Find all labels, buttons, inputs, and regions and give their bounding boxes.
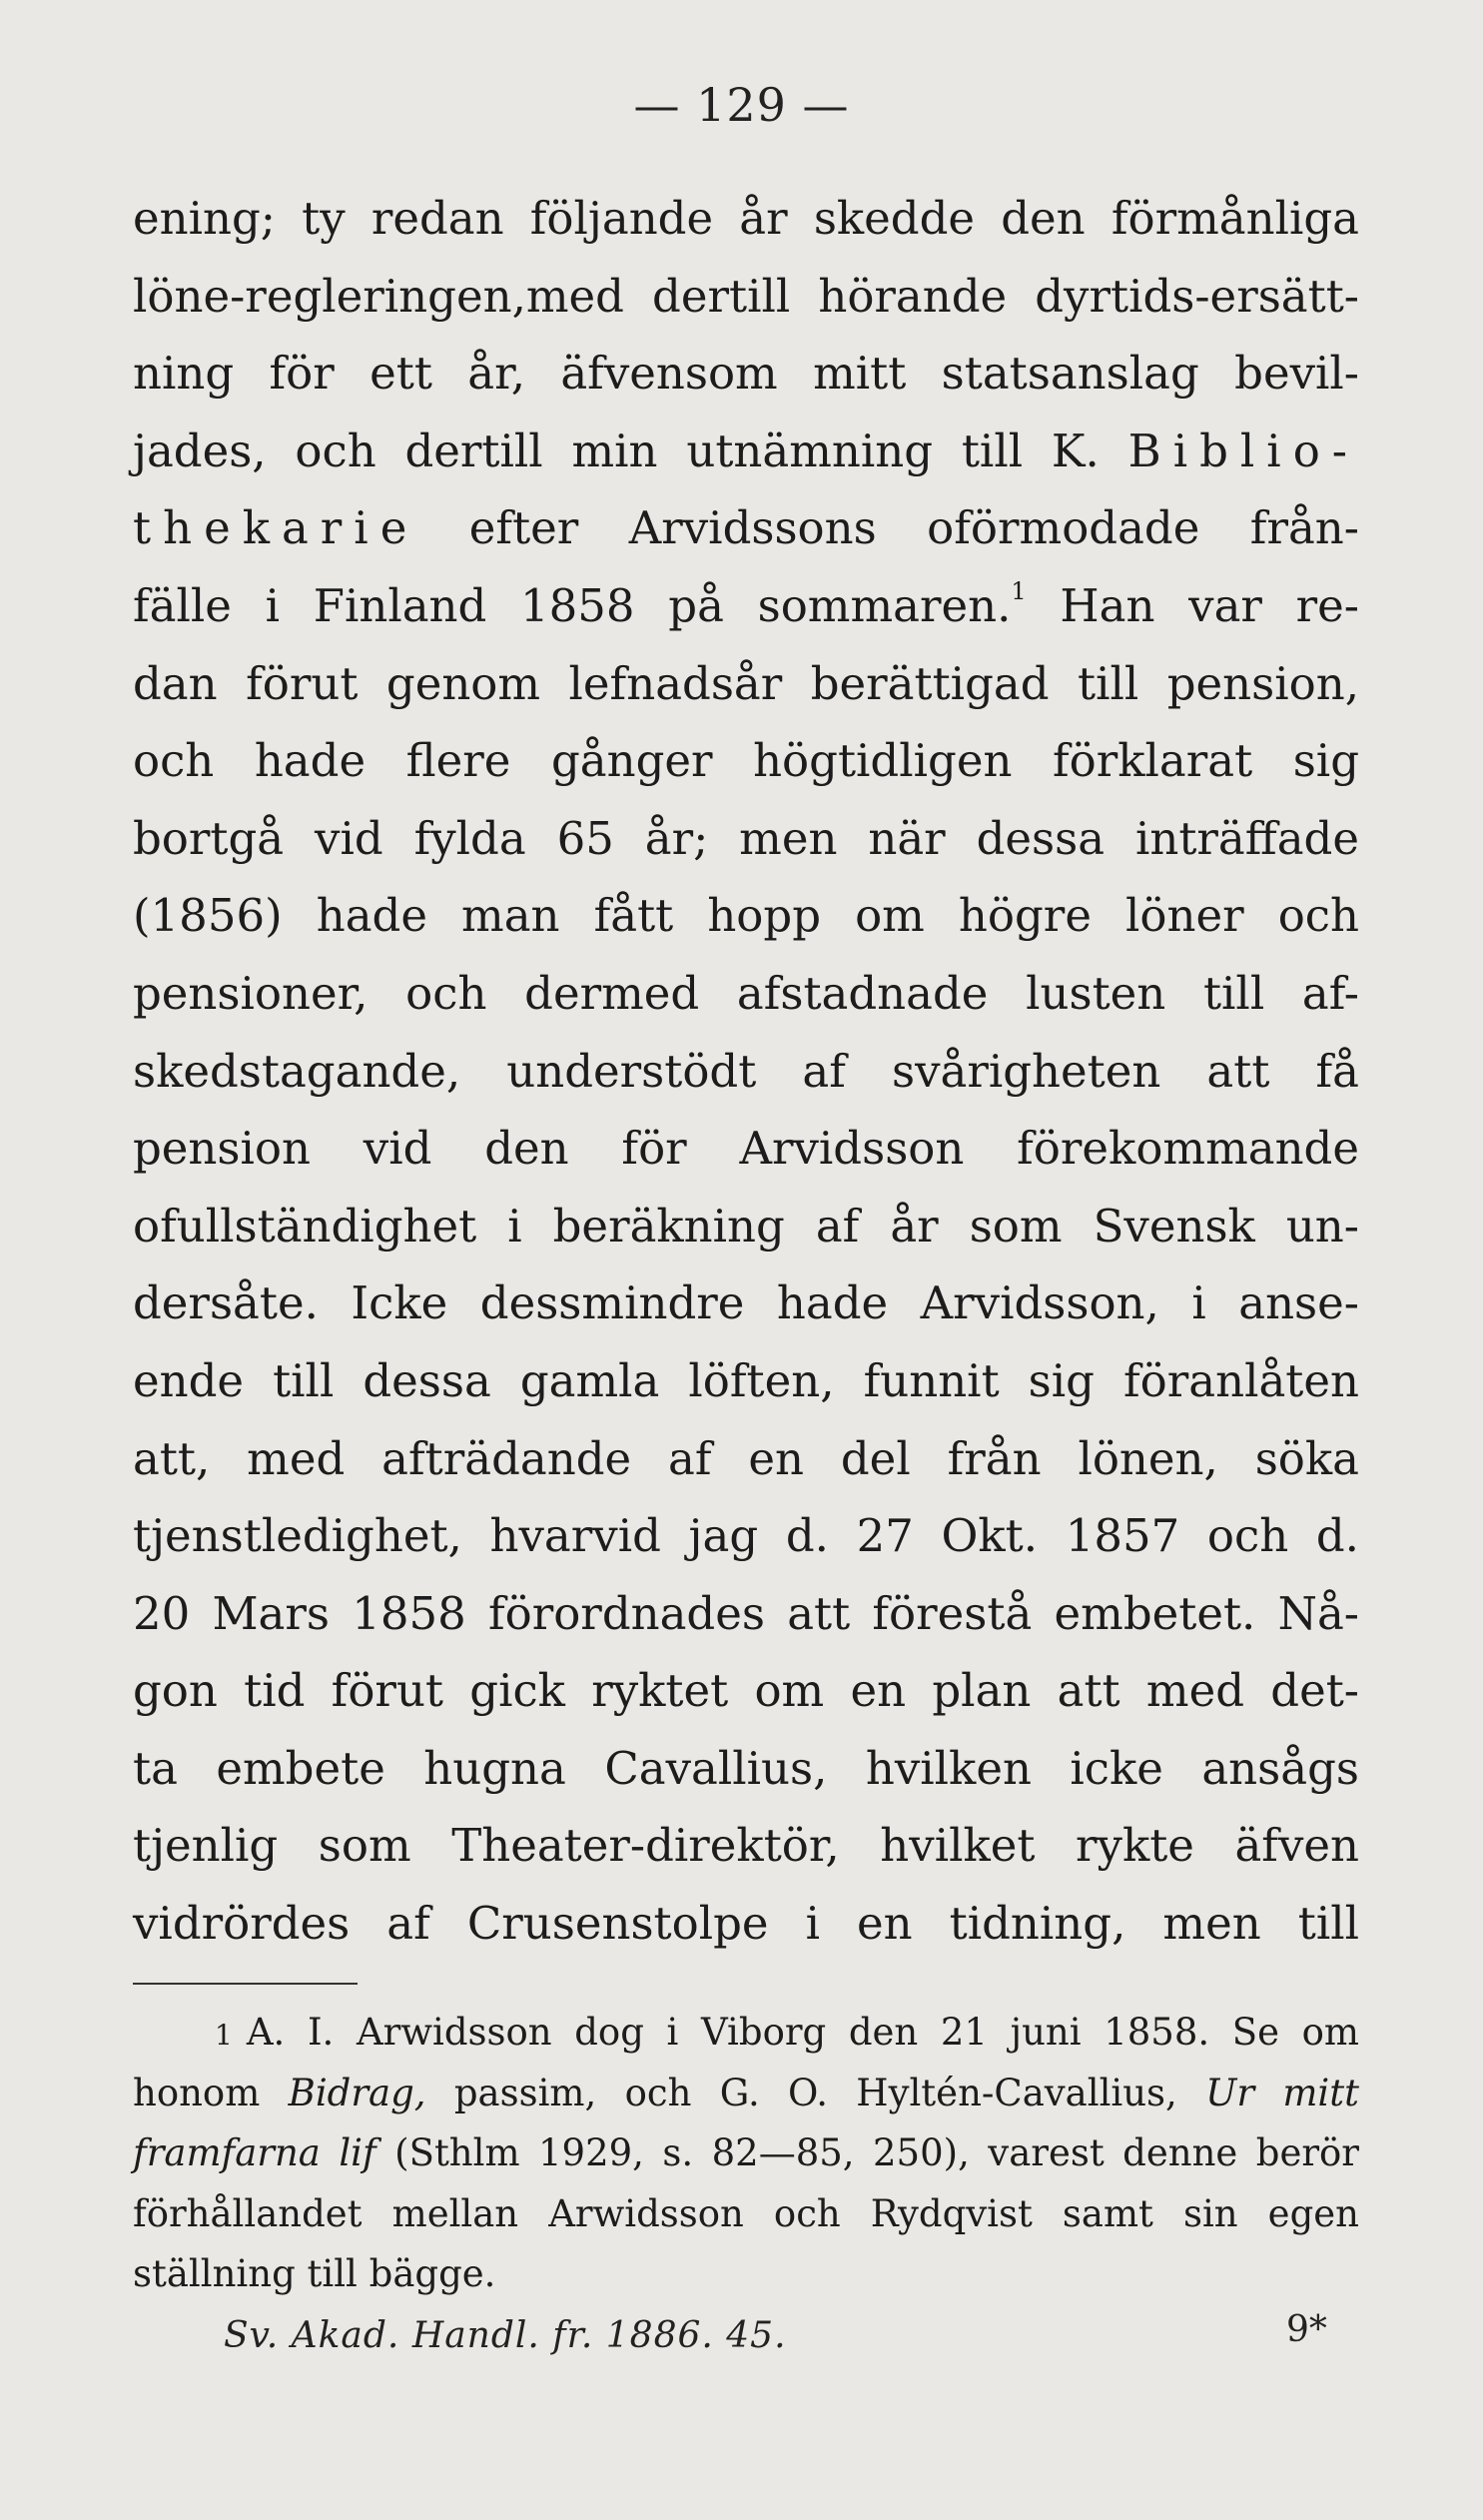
text-line-10: (1856) hade man fått hopp om högre löner och — [133, 889, 1359, 943]
italic-title-ur-mitt: Ur mitt — [1205, 2071, 1359, 2114]
text-line-7: dan förut genom lefnadsår berättigad till pension, — [133, 656, 1359, 710]
text-line-13: pension vid den för Arvidsson förekommande — [133, 1122, 1359, 1176]
italic-title-framfarna-lif: framfarna lif — [133, 2131, 376, 2174]
text-line-5-rest: efter Arvidssons oförmodade från- — [468, 501, 1359, 555]
footnote-line-3 — [133, 2123, 1359, 2184]
text-line-14: ofullständighet i beräkning af år som Svensk un- — [133, 1199, 1359, 1253]
body-text — [133, 180, 1359, 1963]
text-line-3: ning för ett år, äfvensom mitt statsanslag bevil- — [133, 347, 1359, 401]
footnote-line-1-text: A. I. Arwidsson dog i Viborg den 21 juni 1858. Se om — [246, 2011, 1359, 2054]
footnote-reference: 1 — [1011, 576, 1027, 605]
footnote-line-3-rest: (Sthlm 1929, s. 82—85, 250), varest denne berör — [394, 2131, 1359, 2174]
footnote-marker: 1 — [215, 2019, 233, 2052]
footnote-line-2-b: passim, och G. O. Hyltén-Cavallius, — [453, 2071, 1177, 2114]
text-line-6-rest: Han var re- — [1060, 578, 1359, 632]
text-line-15: dersåte. Icke dessmindre hade Arvidsson, i anse- — [133, 1276, 1359, 1330]
footnote — [133, 2003, 1359, 2305]
text-line-11: pensioner, och dermed afstadnade lusten till af- — [133, 966, 1359, 1020]
text-line-6 — [133, 567, 1359, 645]
text-line-16: ende till dessa gamla löften, funnit sig föranlåten — [133, 1353, 1359, 1407]
spaced-word-thekarie: thekarie — [133, 501, 419, 555]
footnote-line-4: förhållandet mellan Arwidsson och Rydqvist samt sin egen — [133, 2191, 1359, 2235]
text-line-9: bortgå vid fylda 65 år; men när dessa inträffade — [133, 811, 1359, 865]
text-line-5 — [133, 489, 1359, 567]
footnote-line-2 — [133, 2064, 1359, 2124]
italic-title-bidrag: Bidrag, — [288, 2071, 426, 2114]
sheet-signature: 9* — [1286, 2309, 1327, 2350]
footnote-line-1 — [133, 2003, 1359, 2064]
text-line-12: skedstagande, understödt af svårigheten att få — [133, 1044, 1359, 1098]
text-line-21: ta embete hugna Cavallius, hvilken icke ansågs — [133, 1741, 1359, 1795]
text-line-1: ening; ty redan följande år skedde den förmånliga — [133, 192, 1359, 245]
page-number: — 129 — — [633, 78, 850, 132]
citation-footer: Sv. Akad. Handl. fr. 1886. 45. — [224, 2315, 787, 2356]
text-line-2: löne-regleringen,med dertill hörande dyrtids-ersätt- — [133, 269, 1359, 323]
text-line-6-main: fälle i Finland 1858 på sommaren. — [133, 578, 1012, 632]
text-line-17: att, med afträdande af en del från lönen, söka — [133, 1431, 1359, 1485]
text-line-23: vidrördes af Crusenstolpe i en tidning, men till — [133, 1897, 1359, 1951]
text-line-20: gon tid förut gick ryktet om en plan att med det- — [133, 1664, 1359, 1718]
footnote-line-5: ställning till bägge. — [133, 2252, 496, 2295]
text-line-22: tjenlig som Theater-direktör, hvilket rykte äfven — [133, 1819, 1359, 1873]
text-line-8: och hade flere gånger högtidligen förklarat sig — [133, 734, 1359, 788]
text-line-19: 20 Mars 1858 förordnades att förestå embetet. Nå- — [133, 1586, 1359, 1640]
text-line-4-prefix: jades, och dertill min utnämning till K. — [133, 423, 1100, 477]
text-line-4 — [133, 413, 1359, 490]
footnote-line-2-a: honom — [133, 2071, 261, 2114]
spaced-word-biblio: Biblio- — [1127, 423, 1359, 477]
text-line-18: tjenstledighet, hvarvid jag d. 27 Okt. 1857 och d. — [133, 1509, 1359, 1563]
footnote-divider — [133, 1983, 358, 1985]
